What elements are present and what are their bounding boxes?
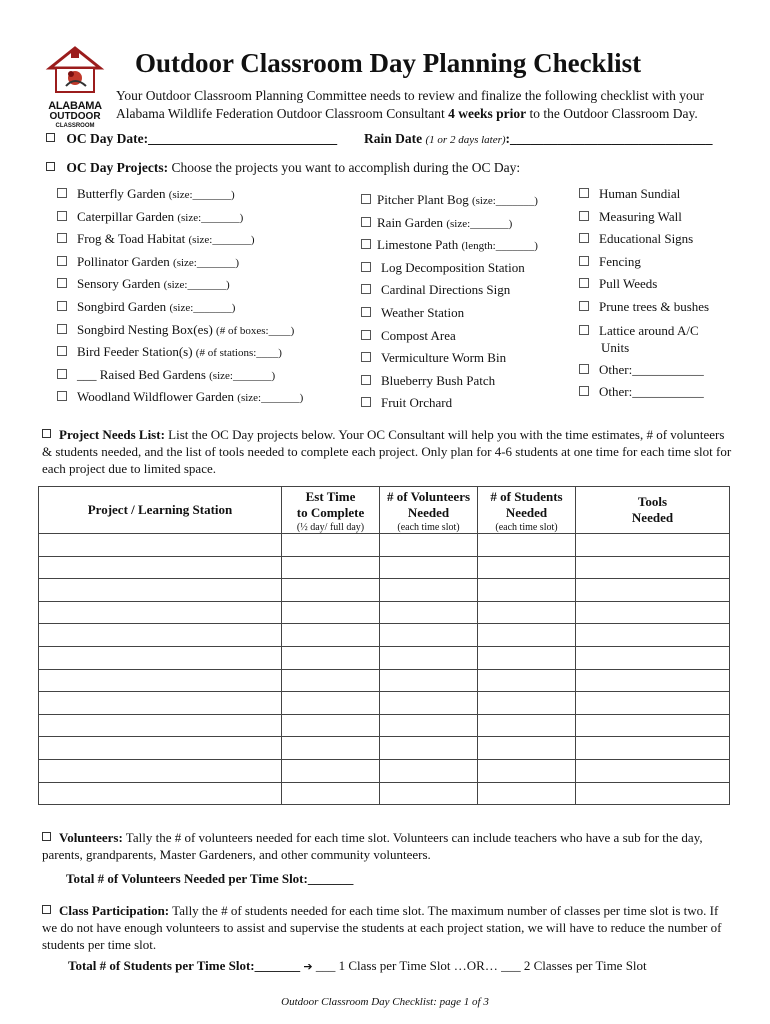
project-note: (# of boxes:____) [216, 324, 295, 337]
project-option[interactable] [579, 384, 709, 407]
table-row [39, 556, 730, 579]
project-name: Caterpillar Garden [77, 208, 175, 224]
project-option[interactable] [57, 322, 303, 345]
project-option[interactable] [361, 215, 538, 238]
project-note: (size:_______) [163, 279, 230, 292]
table-cell[interactable] [39, 714, 282, 737]
project-option[interactable] [57, 276, 303, 299]
column-tools [576, 487, 730, 534]
intro-text-1: Your Outdoor Classroom Planning Committee needs to review and finalize the following checklist with your Alabama Wildlife Federation Outdoor Classroom Consultant [116, 88, 705, 121]
volunteers-sub: (each time slot) [397, 522, 460, 533]
project-note: (size:_______) [471, 195, 538, 207]
oc-day-date-blank[interactable]: ____________________________ [148, 131, 338, 146]
table-cell[interactable] [478, 782, 576, 805]
logo-line1: ALABAMA [48, 100, 102, 112]
project-note: (size:_______) [177, 211, 244, 224]
checkbox[interactable] [579, 256, 589, 266]
table-cell[interactable] [478, 669, 576, 692]
project-option[interactable] [579, 254, 709, 277]
project-note: (length:_______) [461, 240, 538, 253]
checkbox[interactable] [57, 391, 67, 401]
oc-day-projects-header [46, 160, 520, 176]
project-option[interactable] [361, 328, 538, 351]
checkbox[interactable] [46, 133, 55, 142]
table-cell[interactable] [282, 579, 380, 602]
table-cell[interactable] [576, 624, 730, 647]
project-name: Butterfly Garden [77, 186, 166, 201]
tools-label: Tools [637, 494, 668, 509]
column-est-time [282, 487, 380, 534]
students-label-2: Needed [505, 505, 548, 520]
needs-text: List the OC Day projects below. Your OC Consultant will help you with the time estimates, # of volunteers & students needed, and the list of tools needed to complete each project. Only plan for 4-6 students at one time for each time slot for each project due to limited space. [42, 427, 732, 476]
table-cell[interactable] [380, 624, 478, 647]
volunteers-total[interactable]: Total # of Volunteers Needed per Time Slot:_______ [66, 871, 354, 886]
table-row [39, 624, 730, 647]
table-cell[interactable] [39, 646, 282, 669]
table-cell[interactable] [282, 737, 380, 760]
table-cell[interactable] [39, 692, 282, 715]
column-students [478, 487, 576, 534]
checkbox[interactable] [579, 233, 589, 243]
checkbox[interactable] [57, 256, 67, 266]
table-cell[interactable] [282, 714, 380, 737]
checkbox[interactable] [361, 330, 371, 340]
projects-text: Choose the projects you want to accomplish during the OC Day: [168, 160, 521, 175]
table-cell[interactable] [39, 556, 282, 579]
table-cell[interactable] [576, 646, 730, 669]
checkbox[interactable] [361, 194, 371, 204]
project-name: Log Decomposition Station [381, 259, 525, 275]
table-cell[interactable] [39, 782, 282, 805]
table-row [39, 714, 730, 737]
project-option[interactable] [579, 299, 709, 322]
column-project [39, 487, 282, 534]
arrow-right-icon: ➔ [303, 960, 313, 973]
checkbox[interactable] [57, 233, 67, 243]
est-time-label: Est Time [305, 489, 356, 504]
table-row [39, 782, 730, 805]
volunteers-label: Volunteers: [59, 830, 123, 845]
project-option[interactable] [361, 260, 538, 283]
project-option[interactable] [579, 231, 709, 254]
project-option[interactable] [361, 237, 538, 260]
students-total[interactable]: Total # of Students per Time Slot:_______ [68, 958, 301, 973]
table-cell[interactable] [380, 534, 478, 557]
table-cell[interactable] [282, 759, 380, 782]
table-cell[interactable] [576, 737, 730, 760]
rain-date-blank[interactable]: ______________________________ [510, 131, 713, 146]
projects-column-3 [579, 186, 709, 407]
table-body [39, 534, 730, 805]
table-cell[interactable] [576, 534, 730, 557]
table-cell[interactable] [380, 737, 478, 760]
project-option[interactable] [57, 231, 303, 254]
projects-label: OC Day Projects: [66, 160, 169, 175]
project-note: (size:_______) [188, 234, 255, 247]
est-time-label-2: to Complete [296, 505, 365, 520]
checkbox[interactable] [361, 262, 371, 272]
checkbox[interactable] [579, 364, 589, 374]
logo [44, 46, 106, 129]
project-name: Limestone Path [377, 237, 459, 253]
project-name: Lattice around A/C [599, 322, 699, 338]
table-cell[interactable] [39, 534, 282, 557]
checkbox[interactable] [361, 375, 371, 385]
oc-day-date-row [46, 131, 337, 147]
table-cell[interactable] [576, 556, 730, 579]
table-cell[interactable] [380, 601, 478, 624]
table-cell[interactable] [576, 669, 730, 692]
table-cell[interactable] [478, 737, 576, 760]
checkbox[interactable] [579, 386, 589, 396]
project-name: Other:___________ [599, 384, 704, 400]
project-name: Vermiculture Worm Bin [381, 350, 507, 366]
table-row [39, 601, 730, 624]
rain-date-note: (1 or 2 days later) [425, 134, 506, 146]
intro-deadline: 4 weeks prior [448, 106, 527, 121]
table-row [39, 579, 730, 602]
checkbox[interactable] [57, 278, 67, 288]
checkbox[interactable] [361, 239, 371, 249]
table-cell[interactable] [39, 759, 282, 782]
table-cell[interactable] [39, 624, 282, 647]
project-name: Other:___________ [599, 361, 704, 377]
checkbox[interactable] [57, 369, 67, 379]
project-note: (size:_______) [169, 301, 236, 314]
checkbox[interactable] [42, 429, 51, 438]
project-option[interactable] [57, 186, 303, 209]
checkbox[interactable] [361, 352, 371, 362]
table-cell[interactable] [282, 601, 380, 624]
projects-column-2 [361, 192, 538, 418]
project-name: Rain Garden [377, 214, 444, 230]
project-option[interactable] [361, 305, 538, 328]
table-cell[interactable] [576, 692, 730, 715]
table-cell[interactable] [380, 782, 478, 805]
table-cell[interactable] [282, 646, 380, 669]
table-row [39, 646, 730, 669]
project-option[interactable] [361, 373, 538, 396]
project-option[interactable] [361, 395, 538, 418]
project-name: Pull Weeds [599, 276, 658, 292]
table-cell[interactable] [478, 556, 576, 579]
project-option[interactable] [57, 299, 303, 322]
class-participation-text: Tally the # of students needed for each time slot. The maximum number of classes per time slot is two. If we do not have enough volunteers to assist and supervise the students at each project station, we will have to reduce the number of students per time slot. [42, 903, 722, 952]
project-note: (size:_______) [168, 189, 235, 201]
project-name: Pollinator Garden [77, 253, 170, 269]
intro-text-2: to the Outdoor Classroom Day. [526, 106, 698, 121]
table-cell[interactable] [478, 646, 576, 669]
project-name: Bird Feeder Station(s) [77, 344, 193, 360]
schoolhouse-icon [44, 46, 106, 96]
project-name: Songbird Garden [77, 298, 167, 314]
table-cell[interactable] [282, 534, 380, 557]
project-option[interactable] [57, 254, 303, 277]
oc-day-date-label: OC Day Date: [66, 131, 149, 146]
project-name: Educational Signs [599, 231, 694, 247]
checkbox[interactable] [42, 832, 51, 841]
checkbox[interactable] [57, 211, 67, 221]
project-name: ___ Raised Bed Gardens [77, 366, 206, 382]
tools-label-2: Needed [631, 510, 674, 525]
project-option[interactable] [57, 389, 303, 412]
project-name: Human Sundial [599, 186, 681, 201]
project-name: Measuring Wall [599, 208, 682, 224]
table-cell[interactable] [478, 692, 576, 715]
project-name: Prune trees & bushes [599, 298, 710, 314]
volunteers-section [42, 829, 732, 863]
students-total-row [68, 958, 647, 974]
checkbox[interactable] [46, 162, 55, 171]
column-project-label: Project / Learning Station [87, 502, 233, 517]
table-cell[interactable] [478, 624, 576, 647]
checkbox[interactable] [361, 217, 371, 227]
checkbox[interactable] [361, 284, 371, 294]
project-option[interactable] [57, 367, 303, 390]
project-option[interactable] [361, 350, 538, 373]
table-cell[interactable] [39, 579, 282, 602]
project-name: Fruit Orchard [381, 395, 453, 411]
table-cell[interactable] [576, 759, 730, 782]
project-name: Sensory Garden [77, 276, 161, 292]
needs-label: Project Needs List: [59, 427, 165, 442]
volunteers-label-2: Needed [407, 505, 450, 520]
project-option[interactable] [579, 186, 709, 209]
table-row [39, 692, 730, 715]
table-cell[interactable] [478, 759, 576, 782]
table-cell[interactable] [282, 692, 380, 715]
table-row [39, 669, 730, 692]
table-cell[interactable] [282, 782, 380, 805]
checkbox[interactable] [579, 325, 589, 335]
class-participation-label: Class Participation: [59, 903, 170, 918]
project-option[interactable] [361, 282, 538, 305]
intro-paragraph [116, 87, 736, 123]
table-cell[interactable] [478, 579, 576, 602]
table-cell[interactable] [478, 534, 576, 557]
checkbox[interactable] [57, 188, 67, 198]
table-cell[interactable] [380, 669, 478, 692]
table-cell[interactable] [576, 714, 730, 737]
logo-line2: OUTDOOR [49, 111, 101, 122]
project-name: Fencing [599, 253, 641, 269]
checkbox[interactable] [579, 211, 589, 221]
class-participation-section [42, 902, 732, 953]
column-volunteers [380, 487, 478, 534]
project-option[interactable] [579, 276, 709, 299]
students-sub: (each time slot) [495, 522, 558, 533]
page-footer: Outdoor Classroom Day Checklist: page 1 of 3 [281, 996, 489, 1008]
project-note: (size:_______) [446, 217, 513, 230]
rain-date-colon: : [505, 131, 511, 146]
table-cell[interactable] [39, 601, 282, 624]
rain-date-label: Rain Date [364, 131, 423, 146]
table-cell[interactable] [380, 714, 478, 737]
table-cell[interactable] [380, 646, 478, 669]
projects-column-1 [57, 186, 303, 412]
page-title: Outdoor Classroom Day Planning Checklist [135, 48, 642, 78]
table-cell[interactable] [282, 624, 380, 647]
project-name: Weather Station [381, 304, 465, 320]
project-needs-table [38, 486, 730, 805]
checkbox[interactable] [579, 278, 589, 288]
project-option[interactable] [57, 344, 303, 367]
project-name: Compost Area [381, 327, 456, 343]
project-name: Songbird Nesting Box(es) [77, 321, 213, 337]
table-row [39, 737, 730, 760]
project-option[interactable] [579, 322, 709, 362]
students-label: # of Students [490, 489, 563, 504]
project-name: Cardinal Directions Sign [381, 282, 511, 298]
project-option[interactable] [57, 209, 303, 232]
checkbox[interactable] [57, 301, 67, 311]
table-row [39, 759, 730, 782]
logo-line3: CLASSROOM [55, 123, 95, 129]
table-cell[interactable] [478, 714, 576, 737]
project-option[interactable] [361, 192, 538, 215]
table-cell[interactable] [576, 782, 730, 805]
est-time-sub: (½ day/ full day) [296, 522, 365, 533]
project-note: (size:_______) [209, 369, 276, 382]
checkbox[interactable] [57, 324, 67, 334]
volunteers-label: # of Volunteers [386, 489, 471, 504]
table-cell[interactable] [380, 692, 478, 715]
checkbox[interactable] [579, 188, 589, 198]
checkbox[interactable] [57, 346, 67, 356]
class-count-options[interactable]: ___ 1 Class per Time Slot …OR… ___ 2 Classes per Time Slot [315, 958, 647, 973]
project-option[interactable] [579, 209, 709, 232]
project-needs-section [42, 426, 732, 477]
rain-date-row [364, 131, 713, 147]
table-cell[interactable] [39, 737, 282, 760]
table-cell[interactable] [576, 601, 730, 624]
table-row [39, 534, 730, 557]
project-note: (# of stations:____) [195, 347, 282, 360]
table-cell[interactable] [282, 556, 380, 579]
project-note: (size:_______) [237, 392, 304, 405]
table-cell[interactable] [478, 601, 576, 624]
checkbox[interactable] [361, 307, 371, 317]
project-note: (size:_______) [173, 256, 240, 269]
table-cell[interactable] [282, 669, 380, 692]
table-cell[interactable] [380, 579, 478, 602]
project-name-continued: Units [601, 339, 630, 355]
project-name: Woodland Wildflower Garden [77, 389, 235, 405]
project-option[interactable] [579, 362, 709, 385]
table-cell[interactable] [380, 556, 478, 579]
table-cell[interactable] [576, 579, 730, 602]
table-cell[interactable] [380, 759, 478, 782]
table-header-row [39, 487, 730, 534]
checkbox[interactable] [42, 905, 51, 914]
project-name: Pitcher Plant Bog [377, 192, 469, 207]
checkbox[interactable] [579, 301, 589, 311]
project-name: Frog & Toad Habitat [77, 231, 186, 247]
project-name: Blueberry Bush Patch [381, 372, 496, 388]
table-cell[interactable] [39, 669, 282, 692]
volunteers-text: Tally the # of volunteers needed for each time slot. Volunteers can include teachers who have a sub for the day, parents, grandparents, Master Gardeners, and other community volunteers. [42, 830, 703, 862]
checkbox[interactable] [361, 397, 371, 407]
